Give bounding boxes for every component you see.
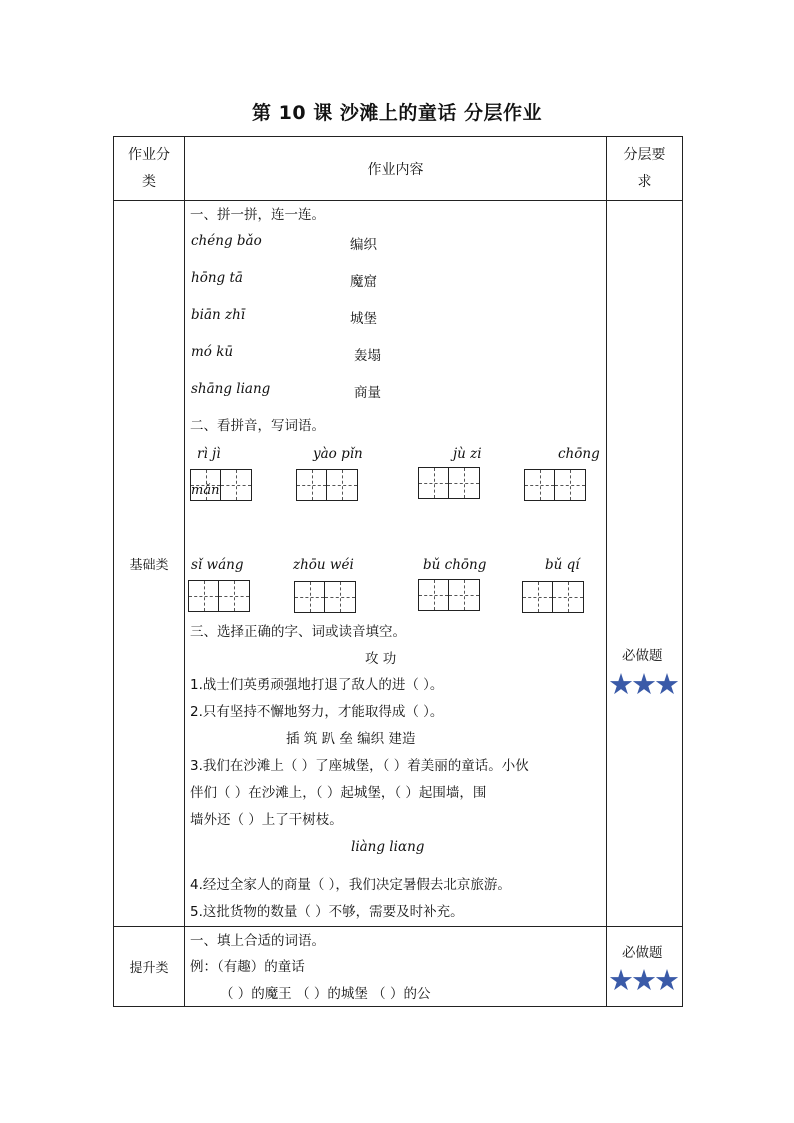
basic-row [114, 201, 683, 927]
adv-section1-title: 一、填上合适的词语。 [190, 933, 325, 949]
choice-set-2: 插 筑 趴 垒 编织 建造 [286, 731, 416, 747]
word-5: 商量 [354, 385, 381, 401]
basic-category: 基础类 [114, 201, 185, 927]
word-3: 城堡 [350, 311, 377, 327]
adv-fill-line: （ ）的魔王 （ ）的城堡 （ ）的公 [220, 986, 431, 1002]
question-2: 2.只有坚持不懈地努力，才能取得成（ ）。 [190, 704, 444, 720]
write-pinyin-6: zhōu wéi [293, 557, 354, 573]
write-grid-7[interactable] [418, 579, 480, 611]
write-pinyin-1: rì jì [197, 446, 221, 462]
header-category [114, 137, 185, 201]
write-pinyin-7: bǔ chōng [423, 557, 487, 573]
overlap-pinyin: mǎn [191, 483, 220, 498]
question-3-line3: 墙外还（ ）上了干树枝。 [190, 812, 343, 828]
basic-content [185, 201, 607, 927]
section3-title: 三、选择正确的字、词或读音填空。 [190, 624, 406, 640]
header-content: 作业内容 [185, 137, 607, 201]
question-3-line1: 3.我们在沙滩上（ ）了座城堡，（ ）着美丽的童话。小伙 [190, 758, 529, 774]
write-pinyin-8: bǔ qí [545, 557, 580, 573]
header-requirement [607, 137, 683, 201]
page-title: 第 10 课 沙滩上的童话 分层作业 [252, 102, 542, 124]
header-category-line1: 作业分 [128, 146, 170, 163]
write-pinyin-4: chōng [558, 446, 600, 462]
adv-example: 例：（有趣）的童话 [190, 959, 305, 975]
basic-requirement-cell [607, 201, 683, 927]
advanced-requirement-cell [607, 927, 683, 1007]
write-grid-3[interactable] [418, 467, 480, 499]
pinyin-4: mó kū [191, 344, 234, 360]
header-row [114, 137, 683, 201]
question-1: 1.战士们英勇顽强地打退了敌人的进（ ）。 [190, 677, 444, 693]
pinyin-2: hōng tā [191, 270, 243, 286]
header-category-line2: 类 [142, 173, 156, 190]
advanced-content [185, 927, 607, 1007]
write-grid-5[interactable] [188, 580, 250, 612]
word-2: 魔窟 [350, 274, 377, 290]
pinyin-5: shāng liang [191, 381, 271, 397]
question-5: 5.这批货物的数量（ ）不够，需要及时补充。 [190, 904, 464, 920]
choice-set-3: liàng liɑng [351, 839, 425, 855]
write-grid-2[interactable] [296, 469, 358, 501]
pinyin-1: chéng bǎo [191, 233, 262, 249]
word-4: 轰塌 [354, 348, 381, 364]
basic-stars-icon: ★★★ [608, 667, 677, 701]
write-grid-6[interactable] [294, 581, 356, 613]
advanced-category: 提升类 [114, 927, 185, 1007]
advanced-requirement: 必做题 [622, 945, 663, 961]
advanced-stars-icon: ★★★ [608, 963, 677, 997]
header-requirement-line1: 分层要 [623, 146, 666, 163]
question-3-line2: 伴们（ ）在沙滩上，（ ）起城堡，（ ）起围墙，围 [190, 785, 487, 801]
choice-set-1: 攻 功 [365, 651, 397, 667]
write-pinyin-5: sǐ wáng [191, 557, 244, 573]
advanced-row [114, 927, 683, 1007]
question-4: 4.经过全家人的商量（ ），我们决定暑假去北京旅游。 [190, 877, 511, 893]
header-requirement-line2: 求 [637, 173, 652, 190]
write-pinyin-2: yào pǐn [313, 446, 363, 462]
basic-requirement: 必做题 [622, 648, 663, 664]
section1-title: 一、拼一拼，连一连。 [190, 207, 325, 223]
write-grid-8[interactable] [522, 581, 584, 613]
pinyin-3: biān zhī [191, 307, 246, 323]
homework-table [113, 136, 683, 1007]
section2-title: 二、看拼音，写词语。 [190, 418, 325, 434]
write-grid-4[interactable] [524, 469, 586, 501]
word-1: 编织 [350, 237, 377, 253]
write-pinyin-3: jù zi [453, 446, 482, 462]
